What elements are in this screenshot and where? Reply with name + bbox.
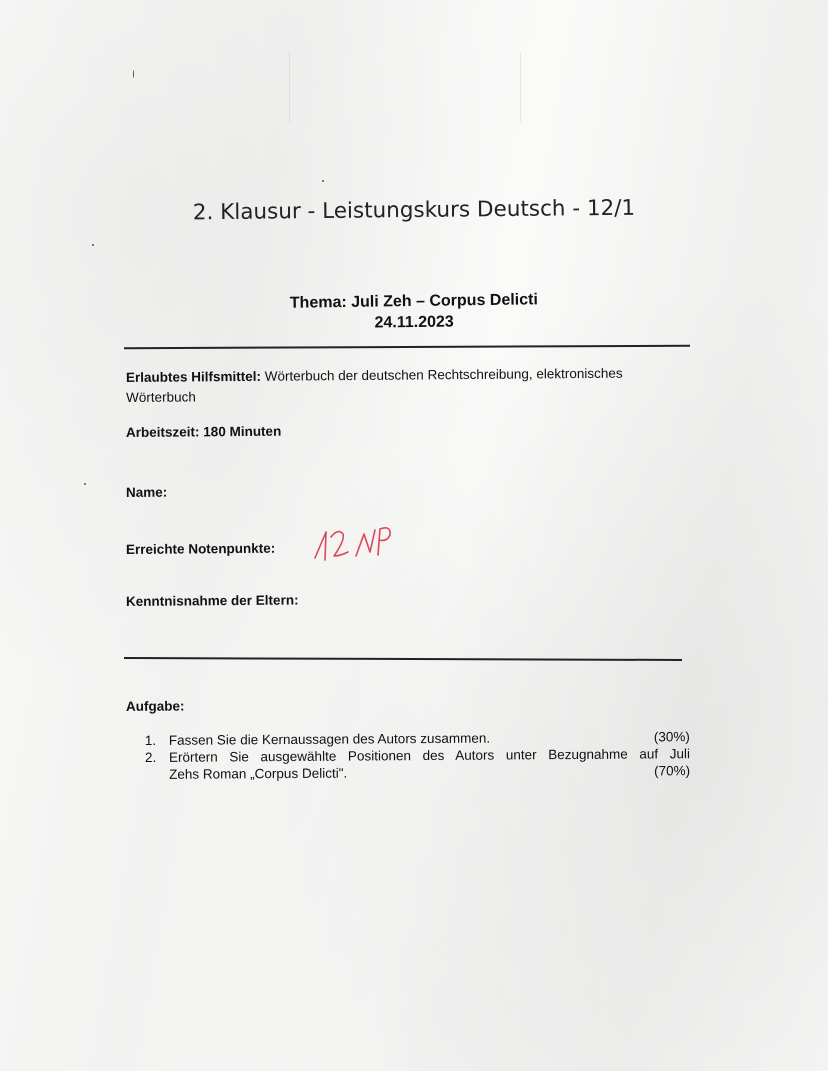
exam-title: 2. Klausur - Leistungskurs Deutsch - 12/1 bbox=[192, 195, 636, 226]
paper-crease bbox=[289, 52, 290, 122]
paper-speck bbox=[133, 70, 134, 78]
paper-speck bbox=[322, 180, 324, 182]
task-heading: Aufgabe: bbox=[125, 698, 185, 714]
exam-topic-block bbox=[0, 285, 828, 339]
allowed-aids bbox=[126, 363, 686, 408]
task-weight: (70%) bbox=[654, 763, 691, 779]
task-text: Zehs Roman „Corpus Delicti". bbox=[169, 765, 348, 782]
name-label: Name: bbox=[125, 484, 168, 500]
task-text: Fassen Sie die Kernaussagen des Autors zusammen. bbox=[168, 730, 491, 748]
exam-topic: Thema: Juli Zeh – Corpus Delicti bbox=[289, 291, 538, 312]
task-weight: (30%) bbox=[653, 729, 690, 745]
grade-points-label: Erreichte Notenpunkte: bbox=[125, 540, 276, 557]
exam-date: 24.11.2023 bbox=[374, 313, 454, 332]
task-item bbox=[145, 745, 690, 783]
allowed-aids-label: Erlaubtes Hilfsmittel: bbox=[125, 368, 261, 386]
divider-line bbox=[124, 345, 690, 349]
task-text: Erörtern Sie ausgewählte Positionen des Autors unter Bezugnahme auf Juli bbox=[168, 746, 691, 765]
task-list bbox=[145, 728, 690, 783]
task-number: 1. bbox=[144, 732, 157, 749]
paper-crease bbox=[520, 52, 521, 122]
allowed-aids-value: Wörterbuch der deutschen Rechtschreibung, elektronisches Wörterbuch bbox=[126, 365, 623, 405]
paper-speck bbox=[84, 483, 86, 485]
divider-line bbox=[124, 657, 682, 660]
task-number: 2. bbox=[144, 749, 157, 765]
parent-acknowledgement-label: Kenntnisnahme der Eltern: bbox=[125, 592, 299, 609]
task-row bbox=[169, 762, 690, 783]
working-time: Arbeitszeit: 180 Minuten bbox=[125, 423, 282, 440]
paper-speck bbox=[92, 244, 94, 246]
handwritten-grade bbox=[312, 522, 402, 567]
task-body bbox=[169, 745, 690, 783]
